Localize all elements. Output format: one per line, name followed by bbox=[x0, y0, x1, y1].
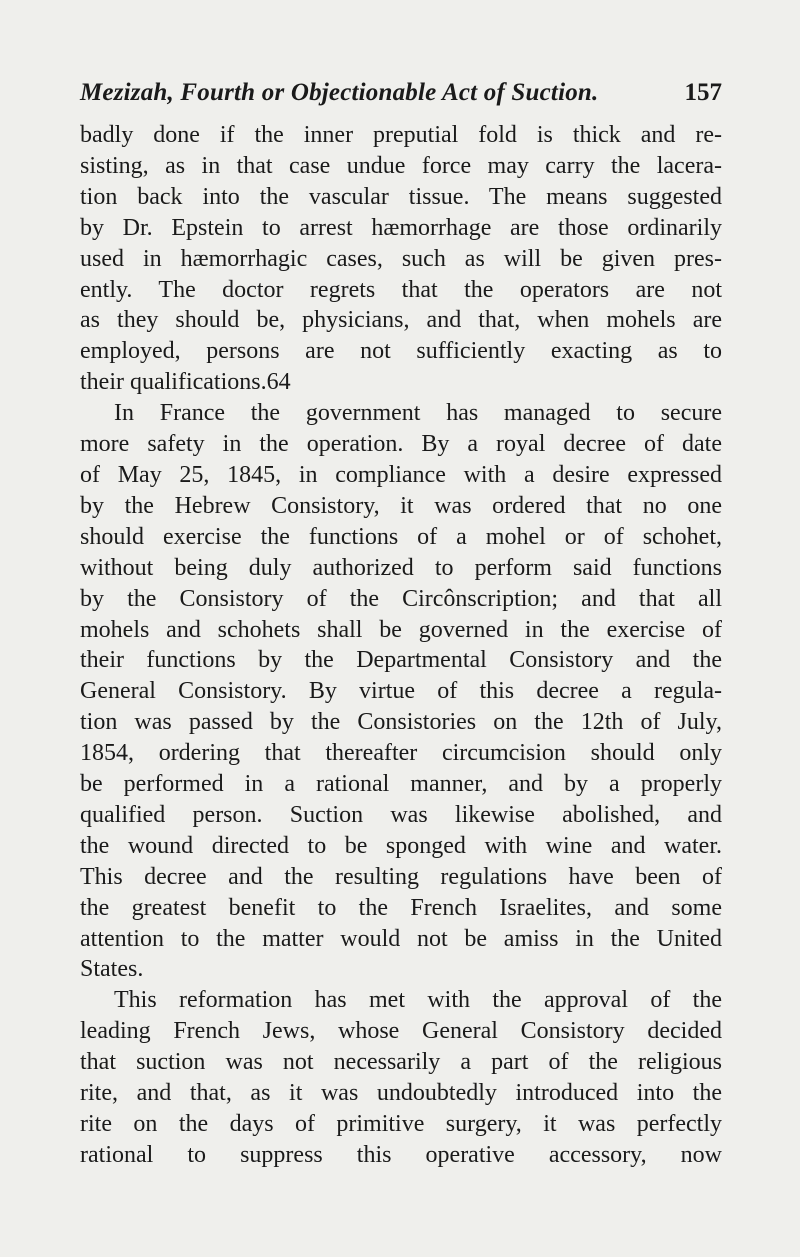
text-line: used in hæmorrhagic cases, such as will be given pres- bbox=[80, 245, 722, 272]
text-line: the greatest benefit to the French Israelites, and some bbox=[80, 894, 722, 921]
page-number: 157 bbox=[684, 79, 722, 106]
text-line: without being duly authorized to perform said functions bbox=[80, 554, 722, 581]
text-line: rite on the days of primitive surgery, it was perfectly bbox=[80, 1111, 722, 1137]
text-line: This reformation has met with the approval of the bbox=[114, 987, 722, 1014]
text-line: more safety in the operation. By a royal decree of date bbox=[80, 431, 722, 458]
text-line: attention to the matter would not be amiss in the United bbox=[80, 925, 722, 952]
text-line: of May 25, 1845, in compliance with a desire expressed bbox=[80, 461, 722, 488]
text-line: by the Consistory of the Circônscription; and that all bbox=[80, 585, 722, 612]
text-line: be performed in a rational manner, and by a properly bbox=[80, 771, 722, 798]
text-line: their functions by the Departmental Consistory and the bbox=[80, 647, 722, 674]
text-line: their qualifications.64 bbox=[80, 369, 291, 396]
text-line: the wound directed to be sponged with wine and water. bbox=[80, 832, 722, 859]
text-line: tion back into the vascular tissue. The means suggested bbox=[80, 183, 722, 210]
text-line: In France the government has managed to secure bbox=[114, 400, 722, 427]
text-line: employed, persons are not sufficiently exacting as to bbox=[80, 338, 722, 365]
text-line: badly done if the inner preputial fold is thick and re- bbox=[80, 122, 722, 148]
text-line: by Dr. Epstein to arrest hæmorrhage are those ordinarily bbox=[80, 214, 722, 241]
text-line: should exercise the functions of a mohel or of schohet, bbox=[80, 523, 722, 550]
text-line: sisting, as in that case undue force may carry the lacera- bbox=[80, 152, 722, 179]
text-line: rite, and that, as it was undoubtedly introduced into the bbox=[80, 1080, 722, 1107]
text-line: that suction was not necessarily a part of the religious bbox=[80, 1049, 722, 1076]
text-line: General Consistory. By virtue of this decree a regula- bbox=[80, 678, 722, 705]
running-title: Mezizah, Fourth or Objectionable Act of Suction. bbox=[80, 79, 599, 106]
running-head bbox=[80, 78, 722, 108]
text-line: This decree and the resulting regulations have been of bbox=[80, 863, 722, 890]
text-line: as they should be, physicians, and that, when mohels are bbox=[80, 307, 722, 334]
text-line: States. bbox=[80, 956, 144, 983]
text-line: ently. The doctor regrets that the operators are not bbox=[80, 276, 722, 303]
body-text bbox=[80, 120, 722, 1171]
text-line: by the Hebrew Consistory, it was ordered that no one bbox=[80, 492, 722, 519]
text-line: tion was passed by the Consistories on the 12th of July, bbox=[80, 709, 722, 736]
text-line: 1854, ordering that thereafter circumcision should only bbox=[80, 740, 722, 767]
text-line: leading French Jews, whose General Consistory decided bbox=[80, 1018, 722, 1045]
text-line: rational to suppress this operative accessory, now bbox=[80, 1141, 722, 1168]
text-line: mohels and schohets shall be governed in the exercise of bbox=[80, 616, 722, 643]
text-line: qualified person. Suction was likewise abolished, and bbox=[80, 801, 722, 828]
